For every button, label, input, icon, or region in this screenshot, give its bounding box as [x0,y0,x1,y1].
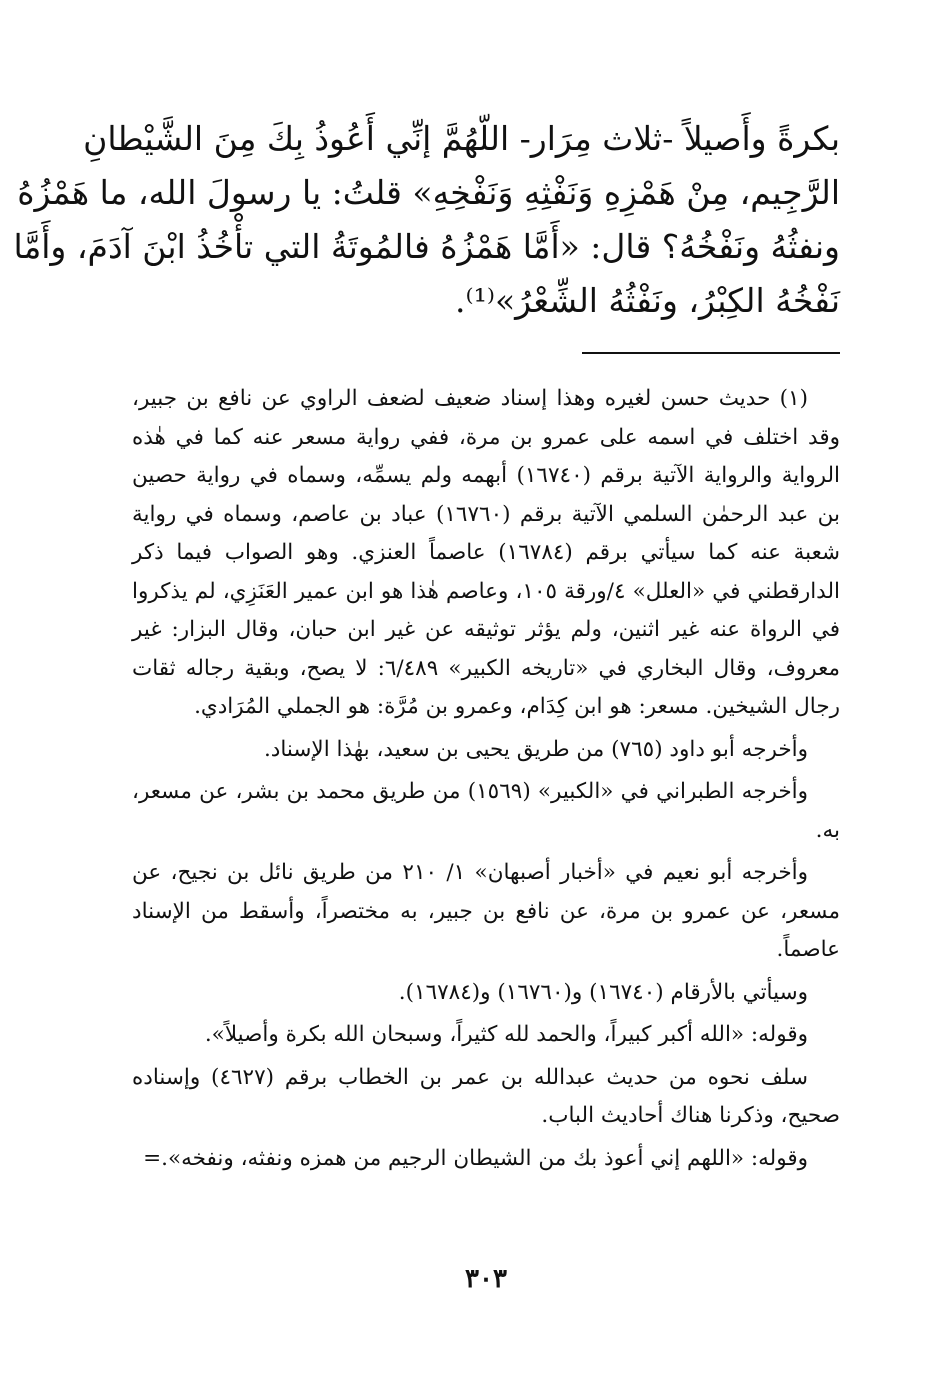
main-text-line: بكرةً وأَصيلاً -ثلاث مِرَار- اللّهُمَّ إنِّي أَعُوذُ بِكَ مِنَ الشَّيْطانِ [83,119,840,158]
main-text [13,112,840,328]
footnote-separator [582,352,840,354]
main-text-line: الرَّجِيم، مِنْ هَمْزِهِ وَنَفْثِهِ وَنَفْخِهِ» قلتُ: يا رسولَ الله، ما هَمْزُهُ [17,173,840,212]
footnote-paragraph: (١) حديث حسن لغيره وهذا إسناد ضعيف لضعف الراوي عن نافع بن جبير، وقد اختلف في اسمه على عمرو بن مرة، ففي رواية مسعر عنه كما في هٰذه الرواية والرواية الآتية برقم (١٦٧٤٠) أبهمه ولم يسمِّه، وسماه في رواية حصين بن عبد الرحمٰن السلمي الآتية برقم (١٦٧٦٠) عباد بن عاصم، وسماه في رواية شعبة عنه كما سيأتي برقم (١٦٧٨٤) عاصماً العنزي. وهو الصواب فيما ذكر الدارقطني في «العلل» ٤/ورقة ١٠٥، وعاصم هٰذا هو ابن عمير العَنَزِي، لم يذكروا في الرواة عنه غير اثنين، ولم يؤثر توثيقه عن غير ابن حبان، وقال البزار: غير معروف، وقال البخاري في «تاريخه الكبير» ٦/٤٨٩: لا يصح، وبقية رجاله ثقات رجال الشيخين. مسعر: هو ابن كِدَام، وعمرو بن مُرَّة: هو الجملي المُرَادي. [132,386,841,719]
footnote-paragraph: وقوله: «الله أكبر كبيراً، والحمد لله كثيراً، وسبحان الله بكرة وأصيلاً». [204,1022,808,1047]
main-text-line: نَفْخُهُ الكِبْرُ، ونَفْثُهُ الشِّعْرُ»⁽¹⁾. [455,281,840,320]
footnote-paragraph: وأخرجه أبو داود (٧٦٥) من طريق يحيى بن سعيد، بهٰذا الإسناد. [263,736,808,762]
footnote-paragraph: وقوله: «اللهم إني أعوذ بك من الشيطان الرجيم من همزه ونفثه، ونفخه».= [143,1145,808,1171]
page-number: ٣٠٣ [465,1264,507,1294]
footnote-paragraph: وسيأتي بالأرقام (١٦٧٤٠) و(١٦٧٦٠) و(١٦٧٨٤). [398,979,808,1005]
footnotes [132,380,840,1178]
footnote-paragraph: وأخرجه الطبراني في «الكبير» (١٥٦٩) من طريق محمد بن بشر، عن مسعر، به. [132,779,840,843]
main-text-line: ونفثُهُ ونَفْخُهُ؟ قال: «أَمَّا هَمْزُهُ فالمُوتَةُ التي تأْخُذُ ابْنَ آدَمَ، وأَمَّا [13,227,840,266]
footnote-paragraph: سلف نحوه من حديث عبدالله بن عمر بن الخطاب برقم (٤٦٢٧) وإسناده صحيح، وذكرنا هناك أحاديث الباب. [132,1064,840,1128]
book-page [13,112,841,1312]
footnote-paragraph: وأخرجه أبو نعيم في «أخبار أصبهان» ١/ ٢١٠ من طريق نائل بن نجيح، عن مسعر، عن عمرو بن مرة، عن نافع بن جبير، به مختصراً، وأسقط من الإسناد عاصماً. [132,860,840,962]
